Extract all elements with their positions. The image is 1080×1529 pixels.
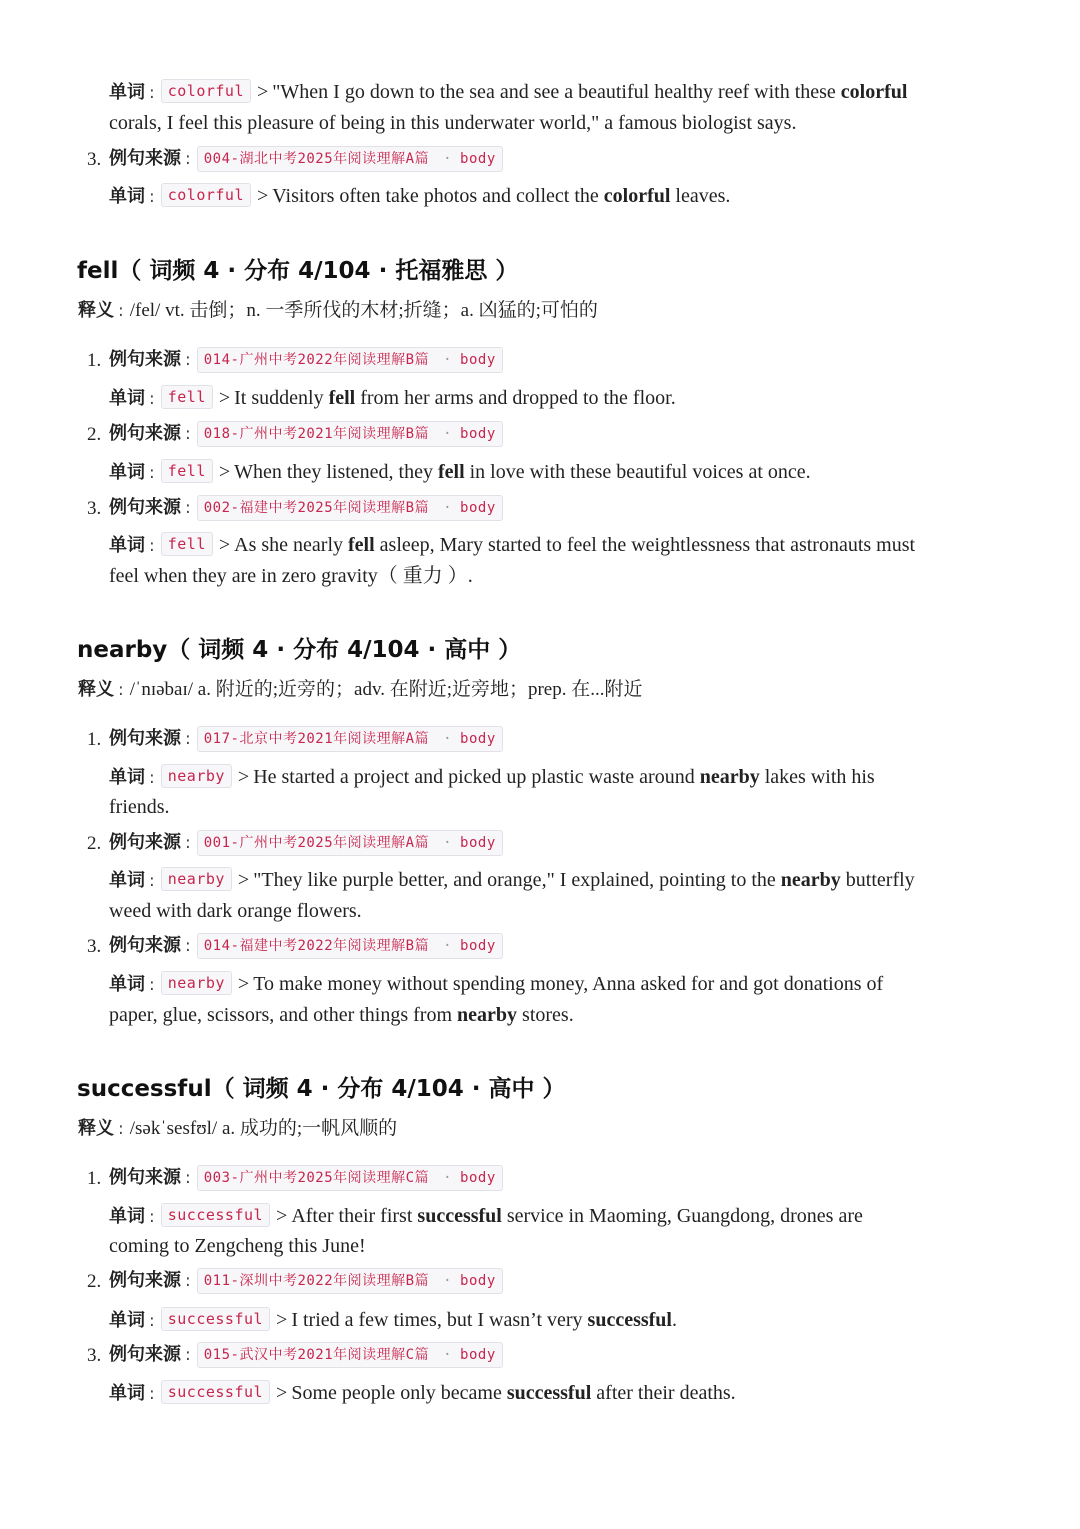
definition: 释义 : /fel/ vt. 击倒；n. 一季所伐的木材;折缝；a. 凶猛的;可怕的 xyxy=(78,300,598,321)
source-number: 1. xyxy=(87,350,102,371)
source-number: 3. xyxy=(87,1345,102,1366)
word-chip: successful xyxy=(161,1203,270,1227)
definition: 释义 : /ˈnɪəbaɪ/ a. 附近的;近旁的；adv. 在附近;近旁地；prep. 在...附近 xyxy=(78,679,643,700)
source-chip[interactable]: 017-北京中考2021年阅读理解A篇 · body xyxy=(197,726,503,752)
source-number: 3. xyxy=(87,936,102,957)
source-line: 例句来源 : 018-广州中考2021年阅读理解B篇 · body xyxy=(109,419,503,450)
example-line: 单词 : nearby > "They like purple better, and orange," I explained, pointing to the nearby butterfly xyxy=(109,869,915,891)
example-line: 单词 : fell > When they listened, they fell in love with these beautiful voices at once. xyxy=(109,461,811,483)
source-chip[interactable]: 004-湖北中考2025年阅读理解A篇 · body xyxy=(197,146,503,172)
source-line: 例句来源 : 017-北京中考2021年阅读理解A篇 · body xyxy=(109,724,503,755)
example-line: 单词 : fell > As she nearly fell asleep, Mary started to feel the weightlessness that astronauts must xyxy=(109,534,916,556)
source-chip[interactable]: 014-广州中考2022年阅读理解B篇 · body xyxy=(197,347,503,373)
source-line: 例句来源 : 015-武汉中考2021年阅读理解C篇 · body xyxy=(109,1340,503,1371)
example-continuation: paper, glue, scissors, and other things from nearby stores. xyxy=(109,1004,574,1026)
source-line: 例句来源 : 014-广州中考2022年阅读理解B篇 · body xyxy=(109,345,503,376)
example-line: 单词 : successful > After their first successful service in Maoming, Guangdong, drones are xyxy=(109,1205,863,1227)
keyword: colorful xyxy=(603,185,671,207)
example-continuation: feel when they are in zero gravity（ 重力 ）. xyxy=(109,565,473,587)
source-line: 例句来源 : 001-广州中考2025年阅读理解A篇 · body xyxy=(109,828,503,859)
example-line: 单词 : fell > It suddenly fell from her arms and dropped to the floor. xyxy=(109,387,676,409)
source-chip[interactable]: 003-广州中考2025年阅读理解C篇 · body xyxy=(197,1165,503,1191)
keyword: colorful xyxy=(840,81,908,103)
source-chip[interactable]: 011-深圳中考2022年阅读理解B篇 · body xyxy=(197,1268,503,1294)
entry-heading: fell（ 词频 4 · 分布 4/104 · 托福雅思 ） xyxy=(77,258,519,284)
word-chip: successful xyxy=(161,1380,270,1404)
word-chip: colorful xyxy=(161,183,251,207)
example-line: 单词 : nearby > He started a project and picked up plastic waste around nearby lakes with his xyxy=(109,766,875,788)
example-line: 单词 : successful > Some people only became successful after their deaths. xyxy=(109,1382,736,1404)
source-line: 例句来源 : 004-湖北中考2025年阅读理解A篇 · body xyxy=(109,144,503,175)
source-chip[interactable]: 002-福建中考2025年阅读理解B篇 · body xyxy=(197,495,503,521)
source-line: 例句来源 : 002-福建中考2025年阅读理解B篇 · body xyxy=(109,493,503,524)
source-line: 例句来源 : 014-福建中考2022年阅读理解B篇 · body xyxy=(109,931,503,962)
example-continuation: friends. xyxy=(109,796,170,818)
word-label: 单词 xyxy=(109,186,145,207)
source-chip[interactable]: 018-广州中考2021年阅读理解B篇 · body xyxy=(197,421,503,447)
source-label: 例句来源 xyxy=(109,148,181,169)
source-chip[interactable]: 014-福建中考2022年阅读理解B篇 · body xyxy=(197,933,503,959)
word-chip: nearby xyxy=(161,971,232,995)
source-chip[interactable]: 001-广州中考2025年阅读理解A篇 · body xyxy=(197,830,503,856)
definition: 释义 : /səkˈsesfʊl/ a. 成功的;一帆风顺的 xyxy=(78,1118,398,1139)
source-line: 例句来源 : 003-广州中考2025年阅读理解C篇 · body xyxy=(109,1163,503,1194)
example-line: 单词 : nearby > To make money without spending money, Anna asked for and got donations of xyxy=(109,973,884,995)
example-line: 单词 : colorful > Visitors often take photos and collect the colorful leaves. xyxy=(109,185,731,207)
example-continuation: weed with dark orange flowers. xyxy=(109,900,362,922)
word-chip: nearby xyxy=(161,867,232,891)
source-number: 2. xyxy=(87,424,102,445)
word-label: 单词 xyxy=(109,82,145,103)
source-number: 3. xyxy=(87,149,102,170)
word-chip: fell xyxy=(161,532,213,556)
source-chip[interactable]: 015-武汉中考2021年阅读理解C篇 · body xyxy=(197,1342,503,1368)
entry-heading: successful（ 词频 4 · 分布 4/104 · 高中 ） xyxy=(77,1076,566,1102)
word-chip: fell xyxy=(161,385,213,409)
source-number: 1. xyxy=(87,729,102,750)
source-number: 2. xyxy=(87,1271,102,1292)
example-continuation: coming to Zengcheng this June! xyxy=(109,1235,366,1257)
example-line: 单词 : colorful > "When I go down to the sea and see a beautiful healthy reef with these colorful xyxy=(109,81,908,103)
source-line: 例句来源 : 011-深圳中考2022年阅读理解B篇 · body xyxy=(109,1266,503,1297)
word-chip: colorful xyxy=(161,79,251,103)
example-line: 单词 : successful > I tried a few times, but I wasn’t very successful. xyxy=(109,1309,677,1331)
source-number: 1. xyxy=(87,1168,102,1189)
entry-heading: nearby（ 词频 4 · 分布 4/104 · 高中 ） xyxy=(77,637,522,663)
source-number: 2. xyxy=(87,833,102,854)
word-chip: nearby xyxy=(161,764,232,788)
example-text: "When I go down to the sea and see a beautiful healthy reef with these xyxy=(272,81,841,103)
example-continuation: corals, I feel this pleasure of being in this underwater world," a famous biologist says. xyxy=(109,112,797,134)
word-chip: fell xyxy=(161,459,213,483)
source-number: 3. xyxy=(87,498,102,519)
word-chip: successful xyxy=(161,1307,270,1331)
